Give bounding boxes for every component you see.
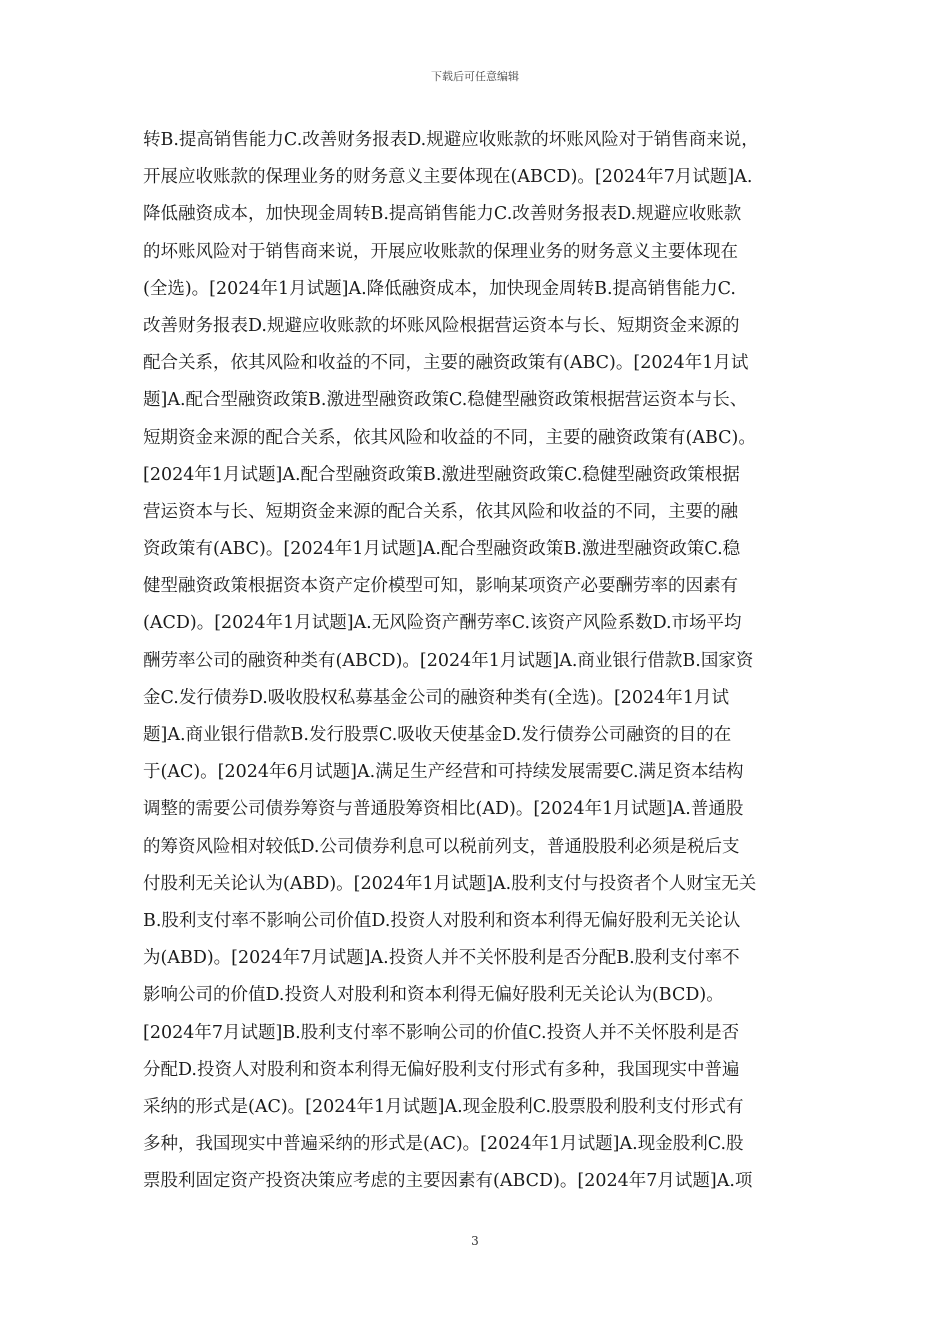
text-line: 营运资本与长、短期资金来源的配合关系，依其风险和收益的不同，主要的融	[143, 501, 738, 522]
text-line: 分配D.投资人对股利和资本利得无偏好股利支付形式有多种，我国现实中普遍	[143, 1059, 740, 1080]
text-line: 影响公司的价值D.投资人对股利和资本利得无偏好股利无关论认为(BCD)。	[143, 985, 724, 1006]
text-line: (ACD)。[2024年1月试题]A.无风险资产酬劳率C.该资产风险系数D.市场平均	[143, 613, 742, 634]
text-line: 转B.提高销售能力C.改善财务报表D.规避应收账款的坏账风险对于销售商来说，	[143, 130, 759, 150]
page-number: 3	[471, 1234, 479, 1248]
text-line: 配合关系，依其风险和收益的不同，主要的融资政策有(ABC)。[2024年1月试	[143, 353, 749, 374]
text-line: 的坏账风险对于销售商来说，开展应收账款的保理业务的财务意义主要体现在	[143, 241, 738, 262]
text-line: 开展应收账款的保理业务的财务意义主要体现在(ABCD)。[2024年7月试题]A.	[143, 167, 753, 188]
text-line: 多种，我国现实中普遍采纳的形式是(AC)。[2024年1月试题]A.现金股利C.股	[143, 1134, 744, 1155]
text-line: 资政策有(ABC)。[2024年1月试题]A.配合型融资政策B.激进型融资政策C.稳	[143, 539, 741, 560]
text-line: 的筹资风险相对较低D.公司债券利息可以税前列支，普通股股利必须是税后支	[143, 836, 740, 857]
text-line: (全选)。[2024年1月试题]A.降低融资成本，加快现金周转B.提高销售能力C.	[143, 278, 736, 299]
text-line: 降低融资成本，加快现金周转B.提高销售能力C.改善财务报表D.规避应收账款	[143, 204, 742, 225]
body-text	[143, 122, 808, 1200]
text-line: 题]A.配合型融资政策B.激进型融资政策C.稳健型融资政策根据营运资本与长、	[143, 390, 748, 411]
text-line: B.股利支付率不影响公司价值D.投资人对股利和资本利得无偏好股利无关论认	[143, 910, 741, 931]
text-line: 调整的需要公司债券筹资与普通股筹资相比(AD)。[2024年1月试题]A.普通股	[143, 799, 744, 820]
text-line: 票股利固定资产投资决策应考虑的主要因素有(ABCD)。[2024年7月试题]A.项	[143, 1171, 753, 1192]
text-line: 短期资金来源的配合关系，依其风险和收益的不同，主要的融资政策有(ABC)。	[143, 427, 756, 448]
text-line: [2024年1月试题]A.配合型融资政策B.激进型融资政策C.稳健型融资政策根据	[143, 464, 740, 485]
text-line: 付股利无关论认为(ABD)。[2024年1月试题]A.股利支付与投资者个人财宝无关	[143, 873, 757, 894]
text-line: 于(AC)。[2024年6月试题]A.满足生产经营和可持续发展需要C.满足资本结构	[143, 762, 744, 783]
text-line: [2024年7月试题]B.股利支付率不影响公司的价值C.投资人并不关怀股利是否	[143, 1022, 740, 1043]
text-line: 金C.发行债券D.吸收股权私募基金公司的融资种类有(全选)。[2024年1月试	[143, 687, 729, 708]
page-header: 下载后可任意编辑	[431, 70, 519, 83]
text-line: 题]A.商业银行借款B.发行股票C.吸收天使基金D.发行债券公司融资的目的在	[143, 725, 732, 745]
text-line: 酬劳率公司的融资种类有(ABCD)。[2024年1月试题]A.商业银行借款B.国家资	[143, 650, 754, 671]
text-line: 采纳的形式是(AC)。[2024年1月试题]A.现金股利C.股票股利股利支付形式有	[143, 1096, 744, 1117]
text-line: 健型融资政策根据资本资产定价模型可知，影响某项资产必要酬劳率的因素有	[143, 576, 738, 597]
text-line: 改善财务报表D.规避应收账款的坏账风险根据营运资本与长、短期资金来源的	[143, 315, 740, 336]
text-line: 为(ABD)。[2024年7月试题]A.投资人并不关怀股利是否分配B.股利支付率不	[143, 948, 740, 969]
